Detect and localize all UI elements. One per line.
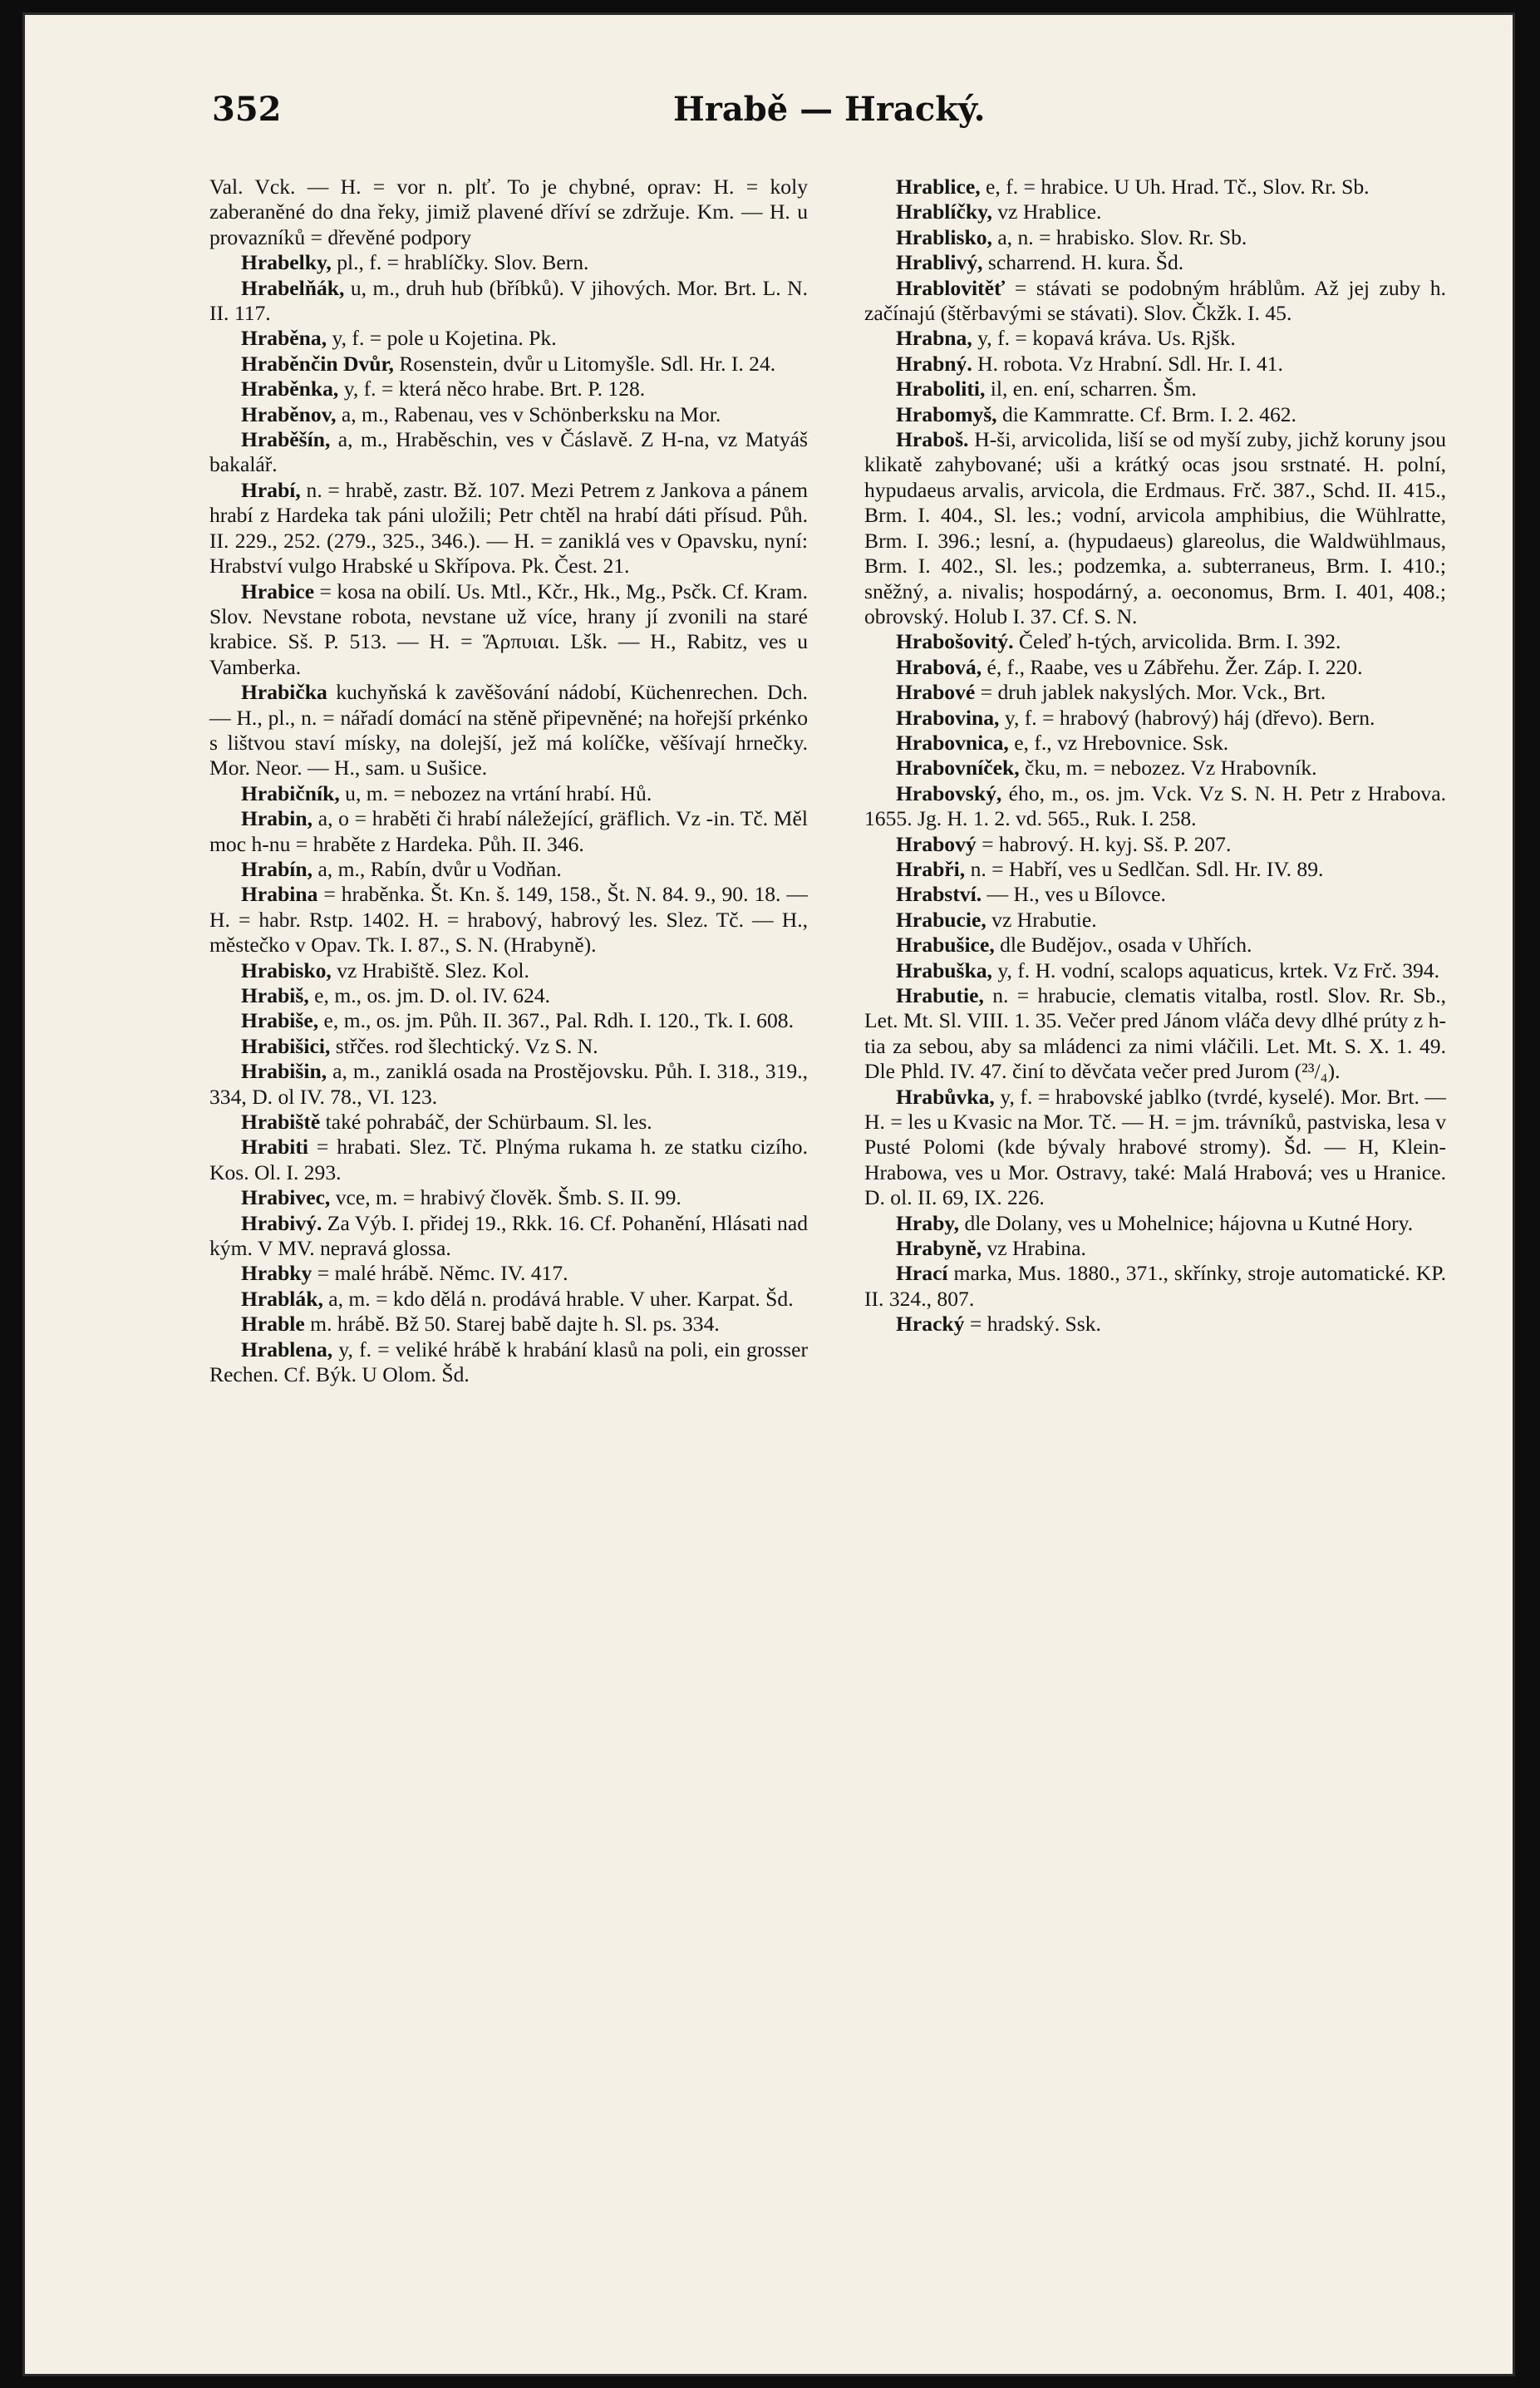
dictionary-entry (209, 1008, 808, 1033)
dictionary-entry (864, 882, 1446, 907)
entry-text: dle Budějov., osada v Uhřích. (994, 933, 1252, 958)
entry-headword: Hrabina (241, 882, 318, 907)
dictionary-entry (209, 326, 808, 351)
entry-text: čku, m. = nebozez. Vz Hrabovník. (1019, 756, 1317, 780)
entry-text: n. = hrabě, zastr. Bž. 107. Mezi Petrem z Jankova a pánem hrabí z Hardeka tak páni uložili; Petr chtěl na hrabí dáti přísud. Půh. II. 229., 252. (279., 325., 346.). — H. = zaniklá ves v Opavsku, nyní: Hrabství vulgo Hrabské u Skřípova. Pk. Čest. 21. (209, 477, 808, 579)
entry-text: = habrový. H. kyj. Sš. P. 207. (976, 831, 1232, 856)
entry-headword: Hrablíčky, (896, 199, 992, 224)
dictionary-entry (209, 882, 808, 958)
dictionary-entry (209, 857, 808, 882)
entry-text: vz Hrabiště. Slez. Kol. (331, 958, 529, 982)
entry-headword: Hrabomyš, (896, 401, 997, 426)
page-header (25, 90, 1513, 140)
entry-headword: Hraběšín, (241, 427, 331, 452)
entry-headword: Hrabky (241, 1261, 312, 1286)
entry-text: n. = hrabucie, clematis vitalba, rostl. Slov. Rr. Sb., Let. Mt. Sl. VIII. 1. 35. Večer pred Jánom vláča devy dlhé prúty z h-tia za sebou, aby sa mládenci za nimi vláčili. Let. Mt. S. X. 1. 49. Dle Phld. IV. 47. činí to děvčata večer pred Jurom (²³/₄). (864, 983, 1446, 1084)
dictionary-entry (209, 1312, 808, 1337)
entry-headword: Hraby, (896, 1210, 960, 1235)
entry-text: ého, m., os. jm. Vck. Vz S. N. H. Petr z Hrabova. 1655. Jg. H. 1. 2. vd. 565., Ruk. I. 258. (864, 780, 1446, 831)
page-number: 352 (212, 90, 282, 129)
dictionary-entry (864, 326, 1446, 351)
dictionary-entry (209, 427, 808, 478)
dictionary-entry (864, 1085, 1446, 1211)
entry-text: m. hrábě. Bž 50. Starej babě dajte h. Sl. ps. 334. (304, 1312, 720, 1337)
entry-headword: Hrabí, (241, 477, 301, 502)
entry-headword: Hrabství. (896, 882, 982, 907)
entry-text: e, f. = hrabice. U Uh. Hrad. Tč., Slov. Rr. Sb. (980, 175, 1370, 199)
dictionary-entry (209, 276, 808, 327)
dictionary-entry (864, 680, 1446, 705)
entry-headword: Hrabivý. (241, 1210, 322, 1235)
entry-text: = hraběnka. Št. Kn. š. 149, 158., Št. N. 84. 9., 90. 18. — H. = habr. Rstp. 1402. H. = hrabový, habrový les. Slez. Tč. — H., městečko v Opav. Tk. I. 87., S. N. (Hrabyně). (209, 882, 808, 958)
entry-text: Val. Vck. — H. = vor n. plť. To je chybné, oprav: H. = koly zaberaněné do dna řeky, jimiž plavené dříví se zdržuje. Km. — H. u provazníků = dřevěné podpory (209, 175, 808, 249)
entry-headword: Hrabovnica, (896, 730, 1009, 755)
entry-text: marka, Mus. 1880., 371., skřínky, stroje automatické. KP. II. 324., 807. (864, 1261, 1446, 1311)
entry-headword: Hraběna, (241, 326, 327, 351)
entry-headword: Hraboš. (896, 427, 969, 452)
dictionary-entry (864, 352, 1446, 377)
entry-text: n. = Habří, ves u Sedlčan. Sdl. Hr. IV. 89. (965, 856, 1324, 881)
entry-text: a, m., Hraběschin, ves v Čáslavě. Z H-na, vz Matyáš bakalář. (209, 427, 808, 477)
dictionary-entry (209, 983, 808, 1008)
dictionary-entry (209, 958, 808, 983)
entry-text: střčes. rod šlechtický. Vz S. N. (330, 1033, 598, 1058)
dictionary-entry (209, 1110, 808, 1135)
entry-headword: Hracký (896, 1312, 965, 1337)
entry-text: vz Hrabutie. (986, 907, 1097, 932)
dictionary-entry (209, 806, 808, 857)
entry-text: a, m., zaniklá osada na Prostějovsku. Půh. I. 318., 319., 334, D. ol IV. 78., VI. 123. (209, 1059, 808, 1109)
entry-headword: Hrabošovitý. (896, 629, 1014, 654)
dictionary-entry (864, 199, 1446, 224)
entry-text: a, m., Rabenau, ves v Schönberksku na Mor. (336, 401, 721, 426)
entry-text: é, f., Raabe, ves u Zábřehu. Žer. Záp. I. 220. (982, 654, 1363, 679)
entry-text: H. robota. Vz Hrabní. Sdl. Hr. I. 41. (972, 351, 1283, 376)
entry-text: Čeleď h-tých, arvicolida. Brm. I. 392. (1013, 629, 1341, 654)
entry-text: = stávati se podobným hráblům. Až jej zuby h. začínajú (štěrbavými se stávati). Slov. Čkžk. I. 45. (864, 275, 1446, 326)
entry-headword: Hrabička (241, 680, 327, 705)
dictionary-entry (209, 1337, 808, 1388)
entry-headword: Hrabři, (896, 856, 966, 881)
dictionary-entry (209, 175, 808, 250)
entry-text: také pohrabáč, der Schürbaum. Sl. les. (320, 1110, 652, 1135)
dictionary-entry (209, 352, 808, 377)
dictionary-entry (864, 427, 1446, 629)
entry-headword: Hrabovský, (896, 780, 1002, 805)
dictionary-entry (209, 1261, 808, 1286)
entry-text: il, en. ení, scharren. Šm. (985, 377, 1197, 401)
entry-text: y, f. = která něco hrabe. Brt. P. 128. (338, 377, 646, 401)
dictionary-entry (209, 1287, 808, 1312)
dictionary-entry (864, 832, 1446, 857)
dictionary-entry (209, 781, 808, 806)
entry-text: y, f. = veliké hrábě k hrabání klasů na poli, ein grosser Rechen. Cf. Býk. U Olom. Šd. (209, 1337, 808, 1387)
entry-headword: Hrabová, (896, 654, 982, 679)
entry-text: die Kammratte. Cf. Brm. I. 2. 462. (996, 401, 1296, 426)
dictionary-entry (864, 250, 1446, 275)
dictionary-entry (864, 629, 1446, 654)
dictionary-entry (864, 655, 1446, 680)
entry-headword: Hrablisko, (896, 224, 992, 249)
entry-headword: Hrabušice, (896, 933, 995, 958)
entry-text: a, o = hraběti či hrabí náležející, gräflich. Vz -in. Tč. Měl moc h-nu = hraběte z Hardeka. Půh. II. 346. (209, 806, 808, 856)
entry-headword: Hrabový (896, 831, 977, 856)
dictionary-entry (209, 1185, 808, 1210)
entry-headword: Hrabičník, (241, 780, 340, 805)
entry-headword: Hrabiš, (241, 983, 309, 1007)
entry-text: u, m., druh hub (bříbků). V jihových. Mor. Brt. L. N. II. 117. (209, 275, 808, 326)
dictionary-entry (864, 1211, 1446, 1236)
dictionary-entry (209, 377, 808, 401)
dictionary-page (25, 15, 1513, 2374)
entry-headword: Hrabelky, (241, 250, 332, 275)
entry-headword: Hrabovina, (896, 705, 1000, 730)
dictionary-entry (209, 1059, 808, 1110)
entry-headword: Hrablivý, (896, 250, 983, 275)
entry-text: a, n. = hrabisko. Slov. Rr. Sb. (991, 224, 1247, 249)
dictionary-entry (209, 1135, 808, 1185)
dictionary-entry (864, 781, 1446, 832)
entry-headword: Hrablovitěť (896, 275, 1006, 300)
entry-headword: Hrabín, (241, 856, 313, 881)
entry-headword: Hraběnov, (241, 401, 337, 426)
entry-text: vce, m. = hrabivý člověk. Šmb. S. II. 99. (330, 1185, 681, 1210)
dictionary-entry (209, 250, 808, 275)
entry-headword: Hrable (241, 1312, 305, 1337)
entry-text: Za Výb. I. přidej 19., Rkk. 16. Cf. Pohanění, Hlásati nad kým. V MV. nepravá glossa. (209, 1210, 808, 1261)
dictionary-entry (864, 706, 1446, 731)
entry-text: y, f. = pole u Kojetina. Pk. (327, 326, 557, 351)
entry-headword: Hrabucie, (896, 907, 986, 932)
entry-text: dle Dolany, ves u Mohelnice; hájovna u Kutné Hory. (959, 1210, 1414, 1235)
entry-headword: Hrablák, (241, 1286, 323, 1311)
entry-headword: Hrabišici, (241, 1033, 331, 1058)
dictionary-entry (864, 1312, 1446, 1337)
entry-headword: Hrabůvka, (896, 1084, 995, 1109)
entry-text: vz Hrabina. (982, 1236, 1086, 1261)
dictionary-entry (209, 1211, 808, 1262)
entry-text: kuchyňská k zavěšování nádobí, Küchenrechen. Dch. — H., pl., n. = nářadí domácí na stěně připevněné; na hořejší prkénko s lištvou staví mísky, na dolejší, jež má kolíčke, věšívají hrnečky. Mor. Neor. — H., sam. u Sušice. (209, 680, 808, 780)
entry-headword: Hraboliti, (896, 377, 986, 401)
entry-text: = kosa na obilí. Us. Mtl., Kčr., Hk., Mg., Psčk. Cf. Kram. Slov. Nevstane robota, nevstane už více, hrany jí zvonili na staré krabice. Sš. P. 513. — H. = Ἅρπυιαι. Lšk. — H., Rabitz, ves u Vamberka. (209, 579, 808, 679)
dictionary-entry (864, 225, 1446, 250)
entry-text: e, m., os. jm. D. ol. IV. 624. (308, 983, 551, 1007)
entry-text: H-ši, arvicolida, liší se od myší zuby, jichž koruny jsou klikatě zahybované; uši a krátký ocas jsou srstnaté. H. polní, hypudaeus arvalis, arvicola, die Erdmaus. Frč. 387., Schd. II. 415., Brm. I. 404., Sl. les.; vodní, arvicola amphibius, die Wühlratte, Brm. I. 396.; lesní, a. (hypudaeus) glareolus, die Waldwühlmaus, Brm. I. 402., Sl. les.; podzemka, a. subterraneus, Brm. I. 410.; sněžný, a. nivalis; hospodárný, a. oeconomus, Brm. I. 401, 408.; obrovský. Holub I. 37. Cf. S. N. (864, 427, 1446, 628)
entry-text: scharrend. H. kura. Šd. (982, 250, 1184, 275)
entry-text: e, f., vz Hrebovnice. Ssk. (1008, 730, 1229, 755)
dictionary-entry (864, 402, 1446, 427)
entry-text: y, f. H. vodní, scalops aquaticus, krtek. Vz Frč. 394. (991, 958, 1440, 982)
dictionary-entry (864, 908, 1446, 933)
dictionary-entry (864, 958, 1446, 983)
left-column (209, 175, 808, 1388)
dictionary-entry (864, 1261, 1446, 1312)
entry-headword: Hrabiše, (241, 1008, 319, 1033)
entry-headword: Hrabin, (241, 806, 313, 831)
entry-text: = hrabati. Slez. Tč. Plnýma rukama h. ze statku cizího. Kos. Ol. I. 293. (209, 1135, 808, 1184)
dictionary-entry (209, 579, 808, 681)
entry-text: e, m., os. jm. Půh. II. 367., Pal. Rdh. I. 120., Tk. I. 608. (318, 1008, 794, 1033)
entry-headword: Hrablena, (241, 1337, 333, 1361)
dictionary-entry (864, 756, 1446, 780)
entry-text: vz Hrablice. (991, 199, 1102, 224)
entry-headword: Hrabyně, (896, 1236, 982, 1261)
entry-text: pl., f. = hrablíčky. Slov. Bern. (331, 250, 589, 275)
entry-headword: Hraběnčin Dvůr, (241, 351, 394, 376)
dictionary-entry (209, 478, 808, 579)
dictionary-entry (864, 276, 1446, 327)
entry-headword: Hrabišin, (241, 1059, 327, 1084)
entry-headword: Hrabelňák, (241, 275, 345, 300)
entry-headword: Hrabiti (241, 1135, 309, 1160)
entry-text: y, f. = hrabový (habrový) háj (dřevo). Bern. (999, 705, 1375, 730)
entry-headword: Hrabný. (896, 351, 972, 376)
dictionary-entry (864, 175, 1446, 199)
dictionary-entry (209, 1034, 808, 1059)
entry-text: y, f. = hrabovské jablko (tvrdé, kyselé). Mor. Brt. — H. = les u Kvasic na Mor. Tč. — H. = jm. trávníků, pastviska, lesa v Pusté Polomi (kde bývaly hrabové stromy). Šd. — H, Klein-Hrabowa, ves u Mor. Ostravy, také: Malá Hrabová; ves u Hranice. D. ol. II. 69, IX. 226. (864, 1084, 1446, 1210)
dictionary-entry (864, 933, 1446, 958)
dictionary-entry (864, 377, 1446, 401)
entry-text: y, f. = kopavá kráva. Us. Rjšk. (972, 326, 1236, 351)
right-column (864, 175, 1446, 1337)
dictionary-entry (864, 731, 1446, 756)
entry-text: a, m. = kdo dělá n. prodává hrable. V uher. Karpat. Šd. (322, 1286, 794, 1311)
entry-headword: Hrabové (896, 680, 976, 705)
entry-text: = malé hrábě. Němc. IV. 417. (312, 1261, 568, 1286)
entry-headword: Hrabiště (241, 1110, 321, 1135)
entry-headword: Hraběnka, (241, 377, 339, 401)
dictionary-entry (209, 680, 808, 781)
entry-headword: Hrabovníček, (896, 756, 1020, 780)
entry-headword: Hrabna, (896, 326, 972, 351)
dictionary-entry (864, 1236, 1446, 1261)
entry-text: = hradský. Ssk. (964, 1312, 1101, 1337)
entry-text: = druh jablek nakyslých. Mor. Vck., Brt. (975, 680, 1326, 705)
running-head: Hrabě — Hracký. (673, 90, 986, 129)
entry-headword: Hrabice (241, 579, 315, 603)
entry-headword: Hrabuška, (896, 958, 992, 982)
entry-text: Rosenstein, dvůr u Litomyšle. Sdl. Hr. I. 24. (393, 351, 776, 376)
dictionary-entry (209, 402, 808, 427)
entry-text: — H., ves u Bílovce. (982, 882, 1166, 907)
entry-headword: Hrabutie, (896, 983, 984, 1007)
entry-headword: Hrací (896, 1261, 948, 1286)
entry-headword: Hrablice, (896, 175, 981, 199)
dictionary-entry (864, 857, 1446, 882)
entry-headword: Hrabivec, (241, 1185, 331, 1210)
entry-headword: Hrabisko, (241, 958, 332, 982)
dictionary-entry (864, 983, 1446, 1085)
entry-text: a, m., Rabín, dvůr u Vodňan. (312, 856, 562, 881)
entry-text: u, m. = nebozez na vrtání hrabí. Hů. (339, 780, 652, 805)
